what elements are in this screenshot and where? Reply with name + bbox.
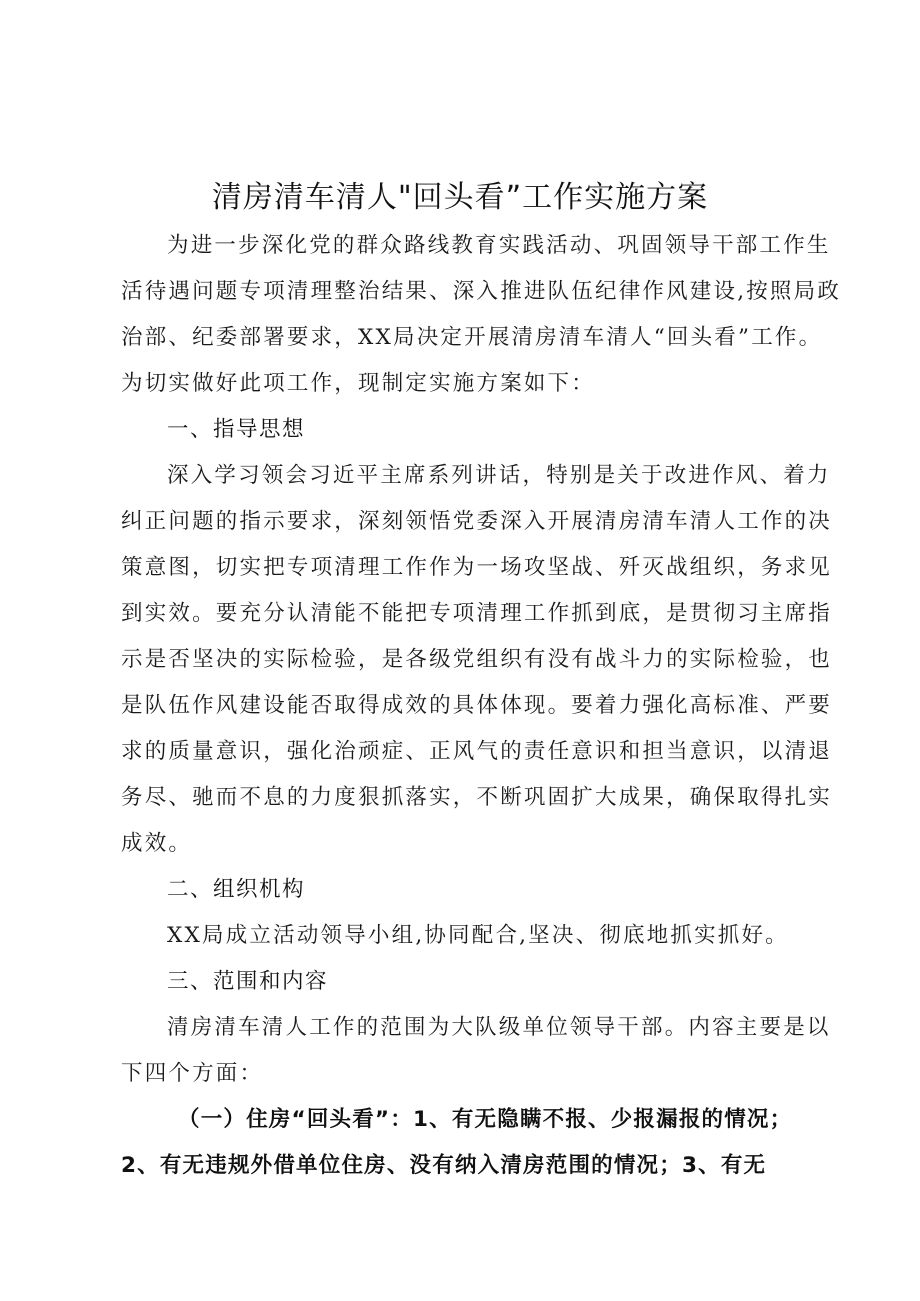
paragraph-line: 下四个方面： (121, 1061, 264, 1086)
paragraph-line: 成效。 (121, 831, 193, 856)
paragraph-line: 求的质量意识，强化治顽症、正风气的责任意识和担当意识，以清退 (121, 739, 833, 764)
bold-paragraph-line: 2、有无违规外借单位住房、没有纳入清房范围的情况；3、有无 (121, 1153, 767, 1178)
intro-line: 为切实做好此项工作，现制定实施方案如下： (121, 371, 596, 396)
paragraph-line: 示是否坚决的实际检验，是各级党组织有没有战斗力的实际检验，也 (121, 647, 833, 672)
paragraph-line: 深入学习领会习近平主席系列讲话，特别是关于改进作风、着力 (167, 463, 831, 488)
paragraph-line: 是队伍作风建设能否取得成效的具体体现。要着力强化高标准、严要 (121, 693, 833, 718)
paragraph-line: 纠正问题的指示要求，深刻领悟党委深入开展清房清车清人工作的决 (121, 509, 833, 534)
section-heading-guiding-ideology: 一、指导思想 (167, 417, 306, 442)
paragraph-line: 清房清车清人工作的范围为大队级单位领导干部。内容主要是以 (167, 1015, 831, 1040)
paragraph-line: 策意图，切实把专项清理工作作为一场攻坚战、歼灭战组织，务求见 (121, 555, 833, 580)
intro-line: 活待遇问题专项清理整治结果、深入推进队伍纪律作风建设,按照局政 (121, 279, 842, 304)
bold-paragraph-line: （一）住房“回头看”：1、有无隐瞒不报、少报漏报的情况； (178, 1107, 793, 1132)
document-title: 清房清车清人"回头看”工作实施方案 (211, 180, 709, 215)
section-heading-organization: 二、组织机构 (167, 877, 306, 902)
paragraph-line: XX局成立活动领导小组,协同配合,坚决、彻底地抓实抓好。 (167, 923, 789, 948)
paragraph-line: 务尽、驰而不息的力度狠抓落实，不断巩固扩大成果，确保取得扎实 (121, 785, 833, 810)
paragraph-line: 到实效。要充分认清能不能把专项清理工作抓到底，是贯彻习主席指 (121, 601, 833, 626)
intro-line: 治部、纪委部署要求，XX局决定开展清房清车清人“回头看”工作。 (121, 325, 823, 350)
section-heading-scope: 三、范围和内容 (167, 969, 329, 994)
intro-line: 为进一步深化党的群众路线教育实践活动、巩固领导干部工作生 (167, 233, 831, 258)
